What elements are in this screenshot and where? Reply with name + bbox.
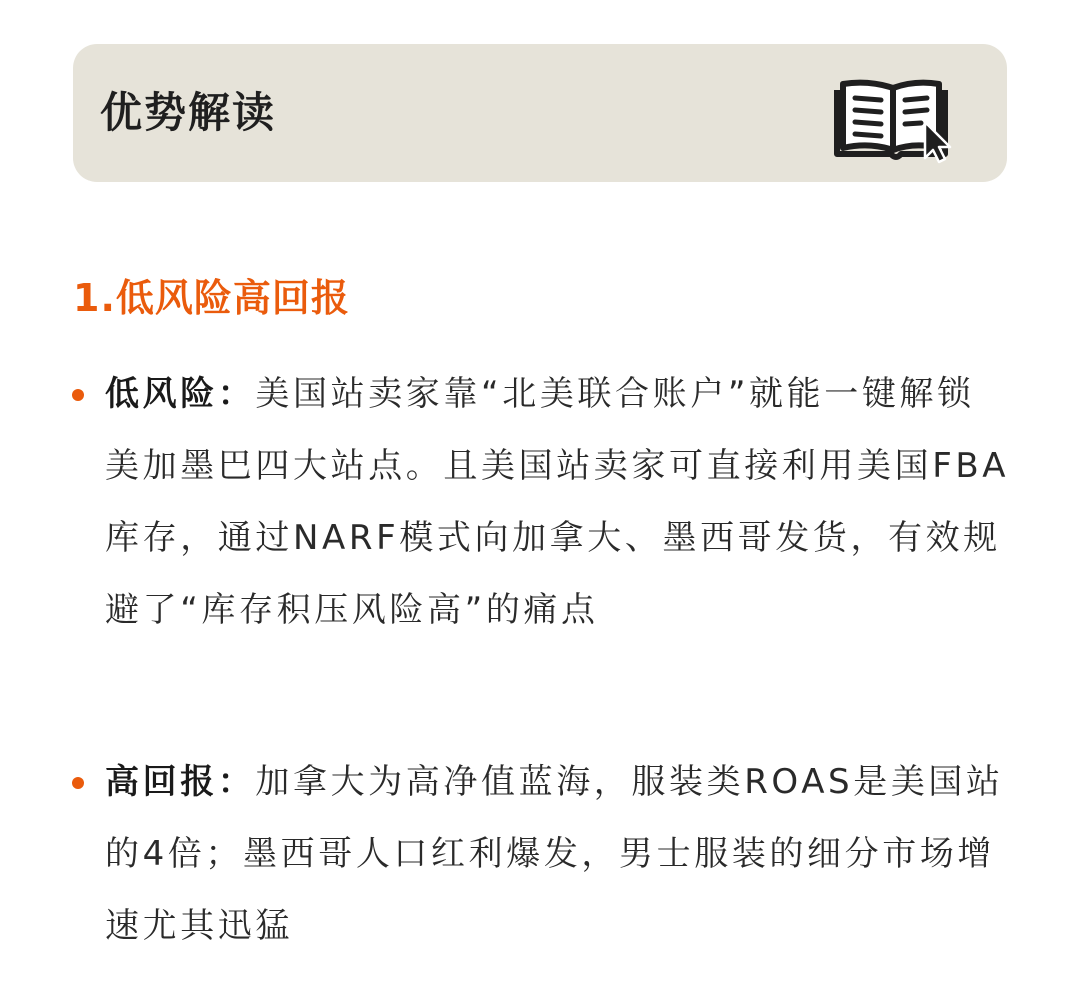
point-text [105, 746, 1012, 962]
header-title: 优势解读 [100, 88, 277, 137]
header-card [73, 44, 1007, 182]
point-high-return [72, 746, 1012, 962]
section-heading: 1.低风险高回报 [73, 276, 350, 320]
bullet-dot-icon [72, 389, 84, 401]
point-low-risk [72, 358, 1012, 646]
point-label: 低风险： [105, 374, 256, 414]
point-label: 高回报： [105, 762, 256, 802]
point-text [105, 358, 1012, 646]
point-body: 美国站卖家靠“北美联合账户”就能一键解锁美加墨巴四大站点。且美国站卖家可直接利用美国FBA库存，通过NARF模式向加拿大、墨西哥发货，有效规避了“库存积压风险高”的痛点 [105, 374, 1010, 630]
bullet-dot-icon [72, 777, 84, 789]
point-body: 加拿大为高净值蓝海，服装类ROAS是美国站的4倍；墨西哥人口红利爆发，男士服装的细分市场增速尤其迅猛 [105, 762, 1004, 946]
open-book-cursor-icon [833, 78, 959, 164]
